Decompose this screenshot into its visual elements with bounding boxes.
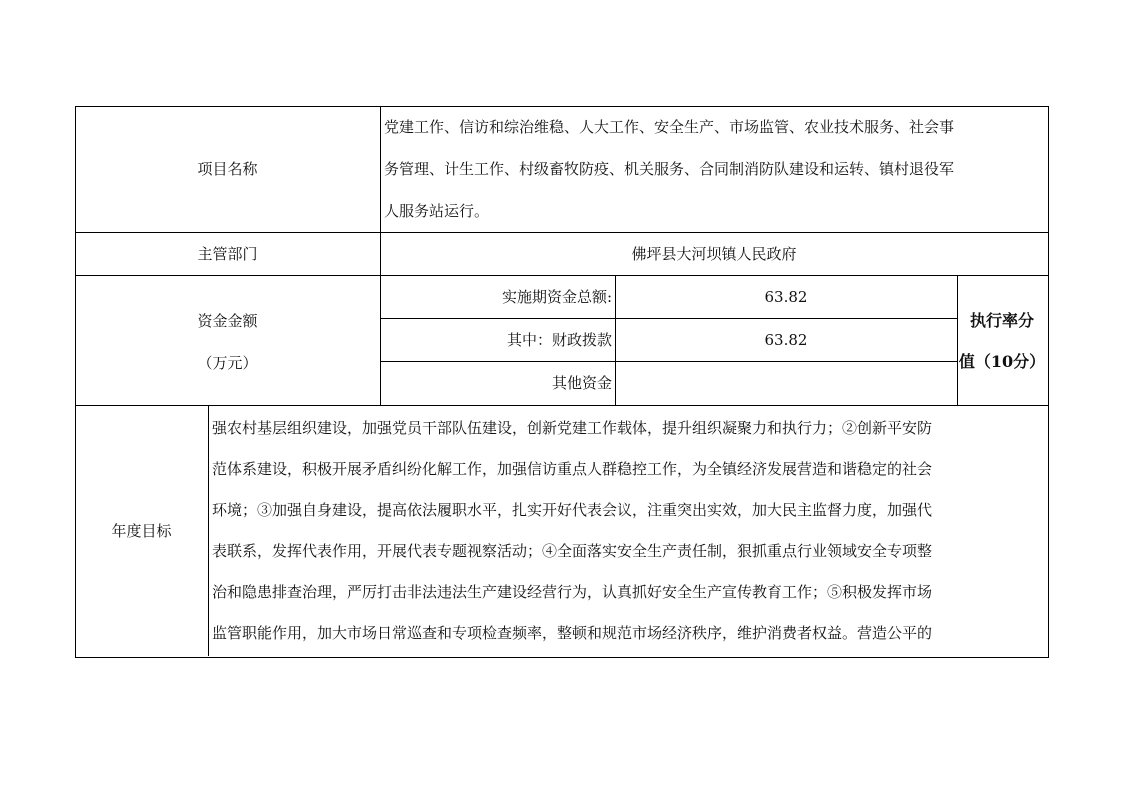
execution-score-line1: 执行率分 [969, 311, 1034, 330]
funds-fiscal-label: 其中：财政拨款 [506, 331, 612, 349]
department-value: 佛坪县大河坝镇人民政府 [631, 245, 797, 263]
funds-other-label: 其他资金 [551, 374, 612, 392]
project-line: 人服务站运行。 [384, 202, 490, 220]
row-divider [75, 405, 1048, 406]
funds-total-label: 实施期资金总额: [501, 288, 612, 306]
project-name-value [384, 120, 1044, 225]
execution-score-line2: 值（10分） [958, 352, 1046, 371]
row-divider [75, 275, 1048, 276]
goal-line: 监管职能作用，加大市场日常巡查和专项检查频率，整顿和规范市场经济秩序，维护消费者权益。营造公平的 [212, 624, 933, 642]
goal-line: 强农村基层组织建设，加强党员干部队伍建设，创新党建工作载体，提升组织凝聚力和执行力；②创新平安防 [212, 419, 933, 437]
goal-line: 表联系，发挥代表作用，开展代表专题视察活动；④全面落实安全生产责任制，狠抓重点行业领域安全专项整 [212, 542, 933, 560]
annual-goal-label: 年度目标 [111, 522, 172, 540]
funds-unit: （万元） [197, 354, 258, 372]
project-line: 党建工作、信访和综治维稳、人大工作、安全生产、市场监管、农业技术服务、社会事 [384, 118, 955, 136]
annual-goal-value [212, 421, 1044, 653]
col-divider [957, 275, 958, 406]
funds-total-value: 63.82 [764, 288, 808, 306]
project-line: 务管理、计生工作、村级畜牧防疫、机关服务、合同制消防队建设和运转、镇村退役军 [384, 160, 955, 178]
goal-line: 治和隐患排查治理，严厉打击非法违法生产建设经营行为，认真抓好安全生产宣传教育工作；⑤积极发挥市场 [212, 583, 933, 601]
row-divider [380, 318, 957, 319]
row-divider [75, 232, 1048, 233]
project-name-label: 项目名称 [197, 160, 258, 178]
goal-line: 环境；③加强自身建设，提高依法履职水平，扎实开好代表会议，注重突出实效，加大民主监督力度，加强代 [212, 501, 933, 519]
row-divider [380, 361, 957, 362]
department-label: 主管部门 [197, 245, 258, 263]
goal-line: 范体系建设，积极开展矛盾纠纷化解工作，加强信访重点人群稳控工作，为全镇经济发展营造和谐稳定的社会 [212, 460, 933, 478]
funds-label: 资金金额 [197, 312, 258, 330]
col-divider [208, 405, 209, 656]
funds-fiscal-value: 63.82 [764, 331, 808, 349]
